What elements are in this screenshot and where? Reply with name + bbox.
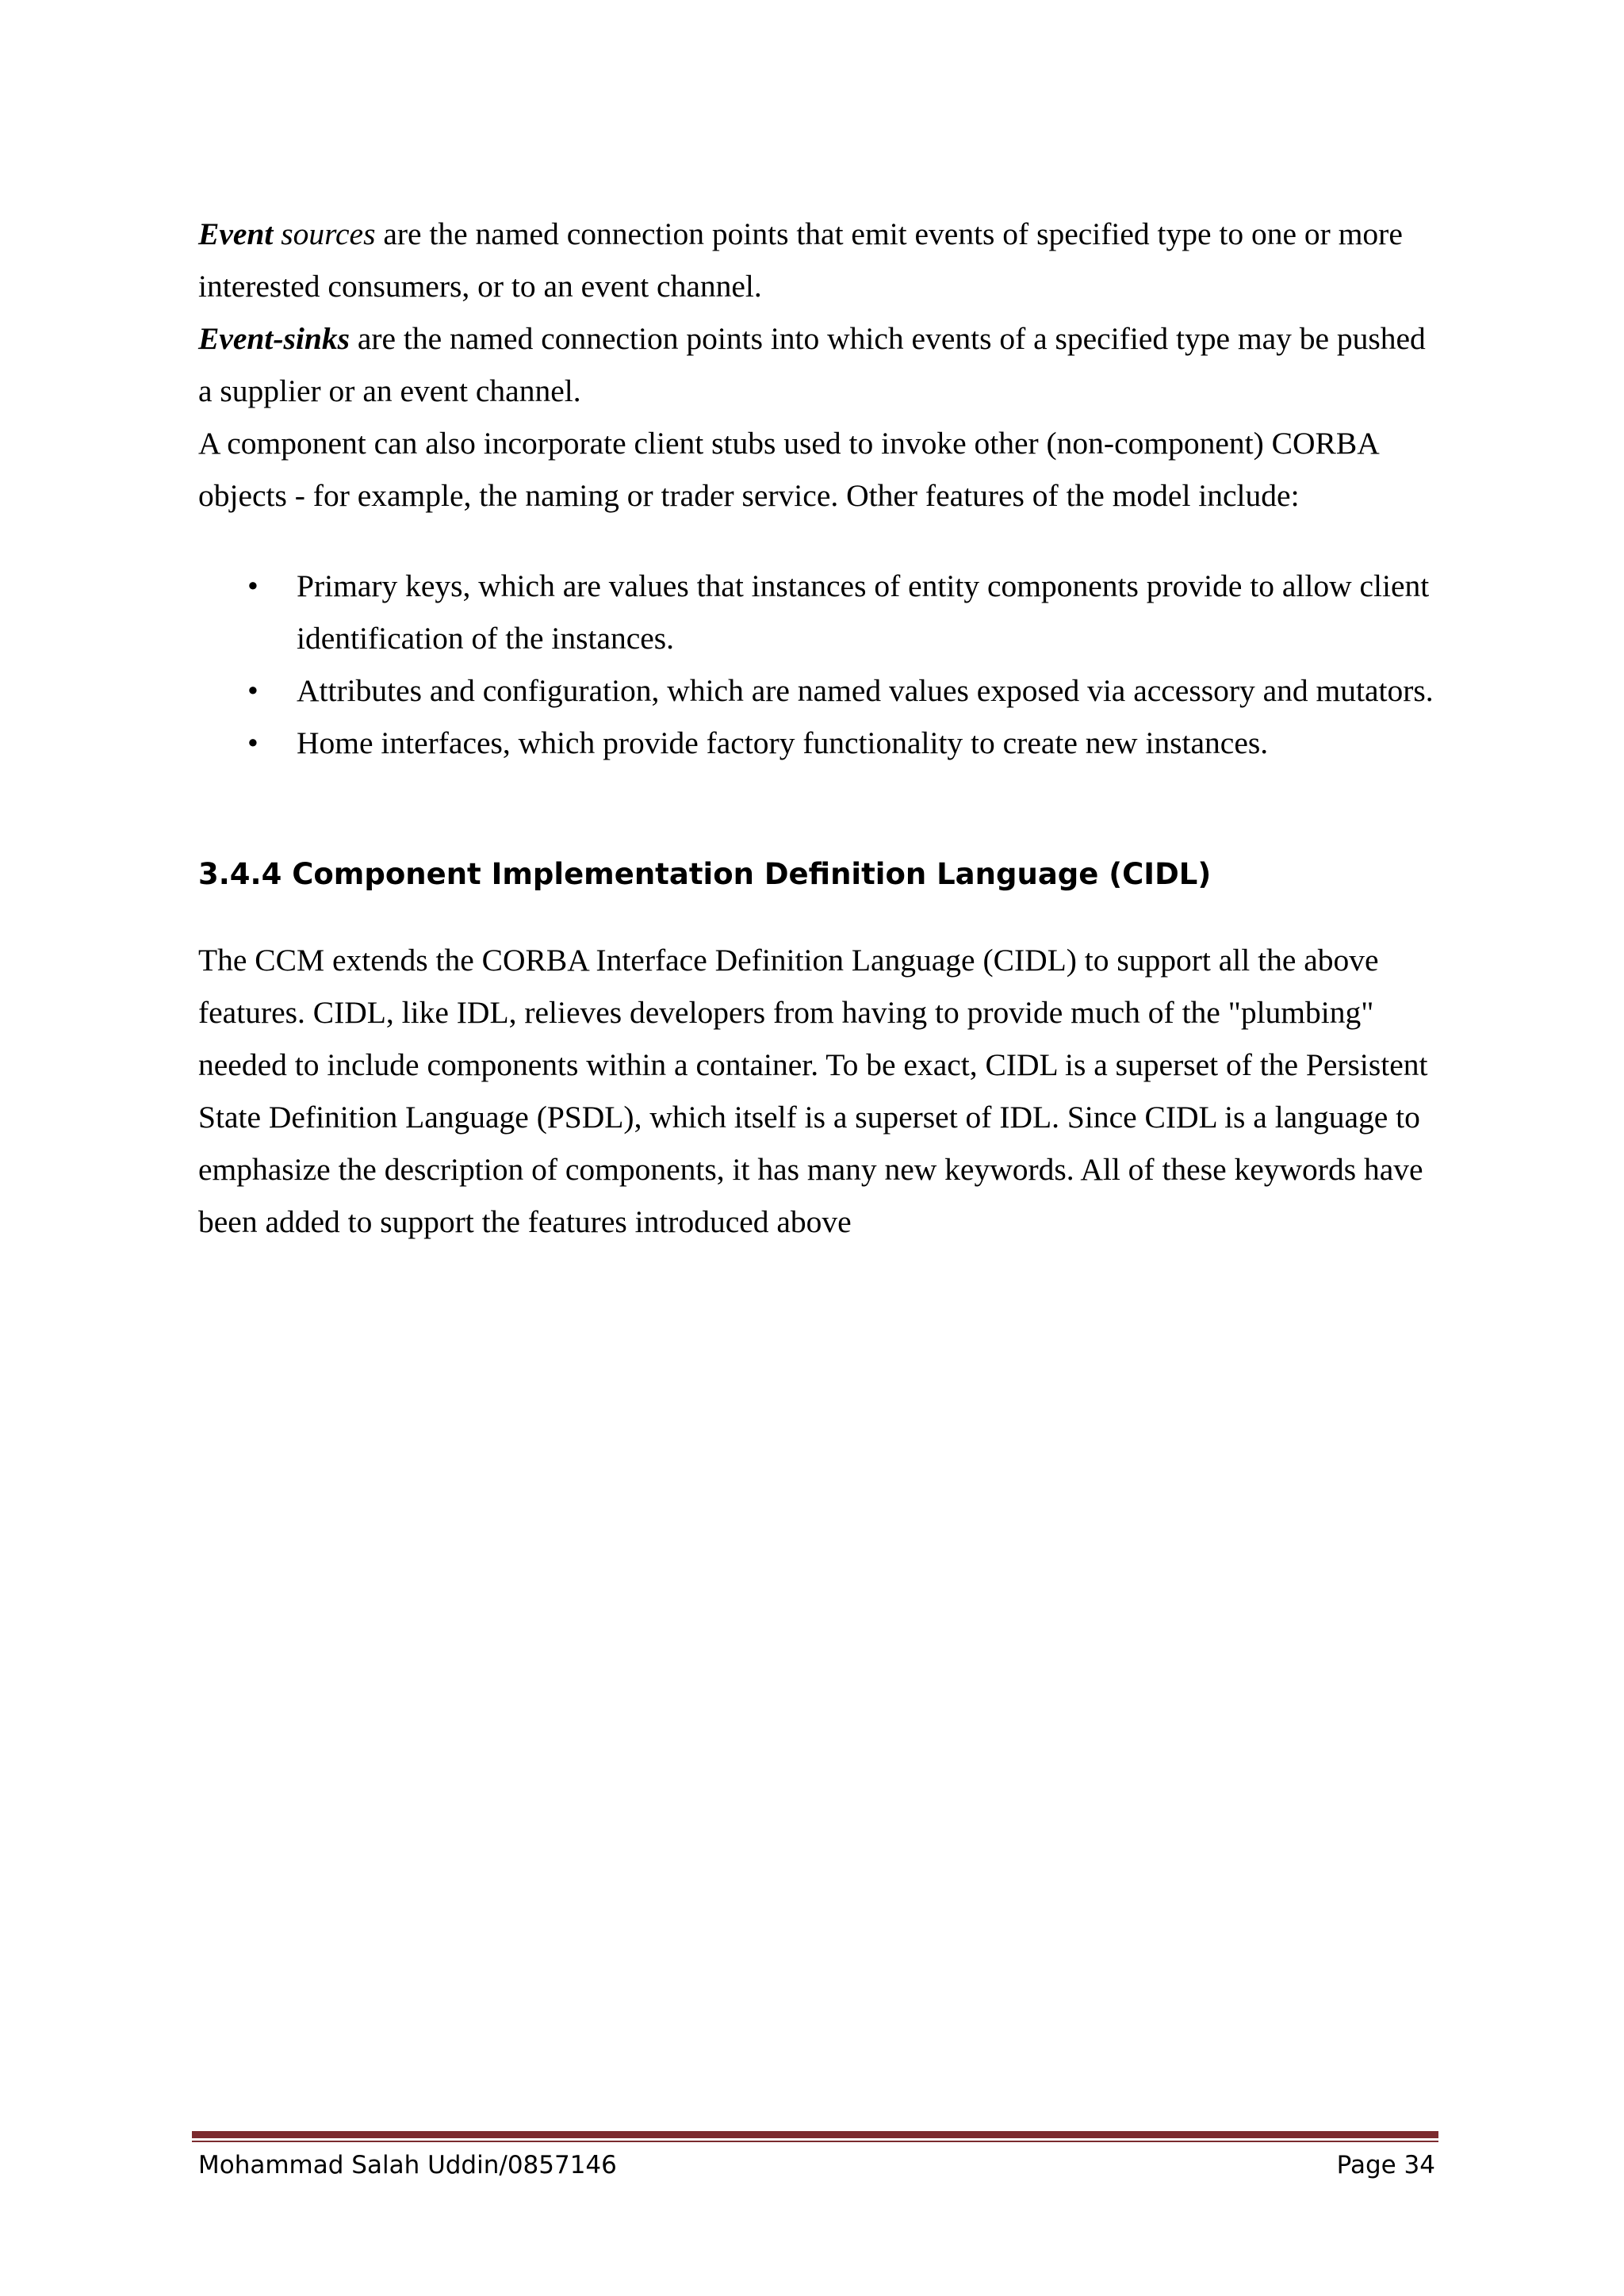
paragraph-event-sinks — [198, 312, 1435, 417]
list-item-text: Attributes and configuration, which are named values exposed via accessory and mutators. — [297, 673, 1434, 708]
footer-rule-thin — [192, 2141, 1438, 2142]
bullet-icon: • — [247, 725, 259, 760]
list-item-text: Home interfaces, which provide factory functionality to create new instances. — [297, 725, 1269, 760]
list-item — [198, 717, 1435, 769]
paragraph-component-stubs: A component can also incorporate client stubs used to invoke other (non-component) CORBA objects - for example, the naming or trader service. Other features of the model include: — [198, 426, 1378, 513]
bullet-icon: • — [247, 568, 259, 603]
list-item — [198, 664, 1435, 717]
list-item — [198, 560, 1435, 664]
term-sources: sources — [273, 216, 376, 251]
term-event: Event — [198, 216, 274, 251]
term-event-sinks: Event-sinks — [198, 321, 350, 356]
paragraph-cidl: The CCM extends the CORBA Interface Definition Language (CIDL) to support all the above features. CIDL, like IDL, relieves developers from having to provide much of the "plumbing" needed to include components within a container. To be exact, CIDL is a superset of the Persistent State Definition Language (PSDL), which itself is a superset of IDL. Since CIDL is a language to emphasize the description of components, it has many new keywords. All of these keywords have been added to support the features introduced above — [198, 943, 1428, 1239]
page-number: Page 34 — [1336, 2151, 1435, 2179]
section-heading: 3.4.4 Component Implementation Definition Language (CIDL) — [198, 857, 1212, 891]
event-sources-text: are the named connection points that emit events of specified type to one or more interested consumers, or to an event channel. — [198, 216, 1403, 304]
list-item-text: Primary keys, which are values that instances of entity components provide to allow client identification of the instances. — [297, 568, 1430, 656]
footer-author: Mohammad Salah Uddin/0857146 — [198, 2151, 617, 2179]
paragraph-event-sources — [198, 208, 1435, 312]
page-content — [198, 208, 1435, 1248]
event-sinks-text: are the named connection points into which events of a specified type may be pushed a supplier or an event channel. — [198, 321, 1426, 408]
footer-rule — [192, 2131, 1438, 2138]
bullet-icon: • — [247, 673, 259, 708]
feature-list — [198, 560, 1435, 769]
